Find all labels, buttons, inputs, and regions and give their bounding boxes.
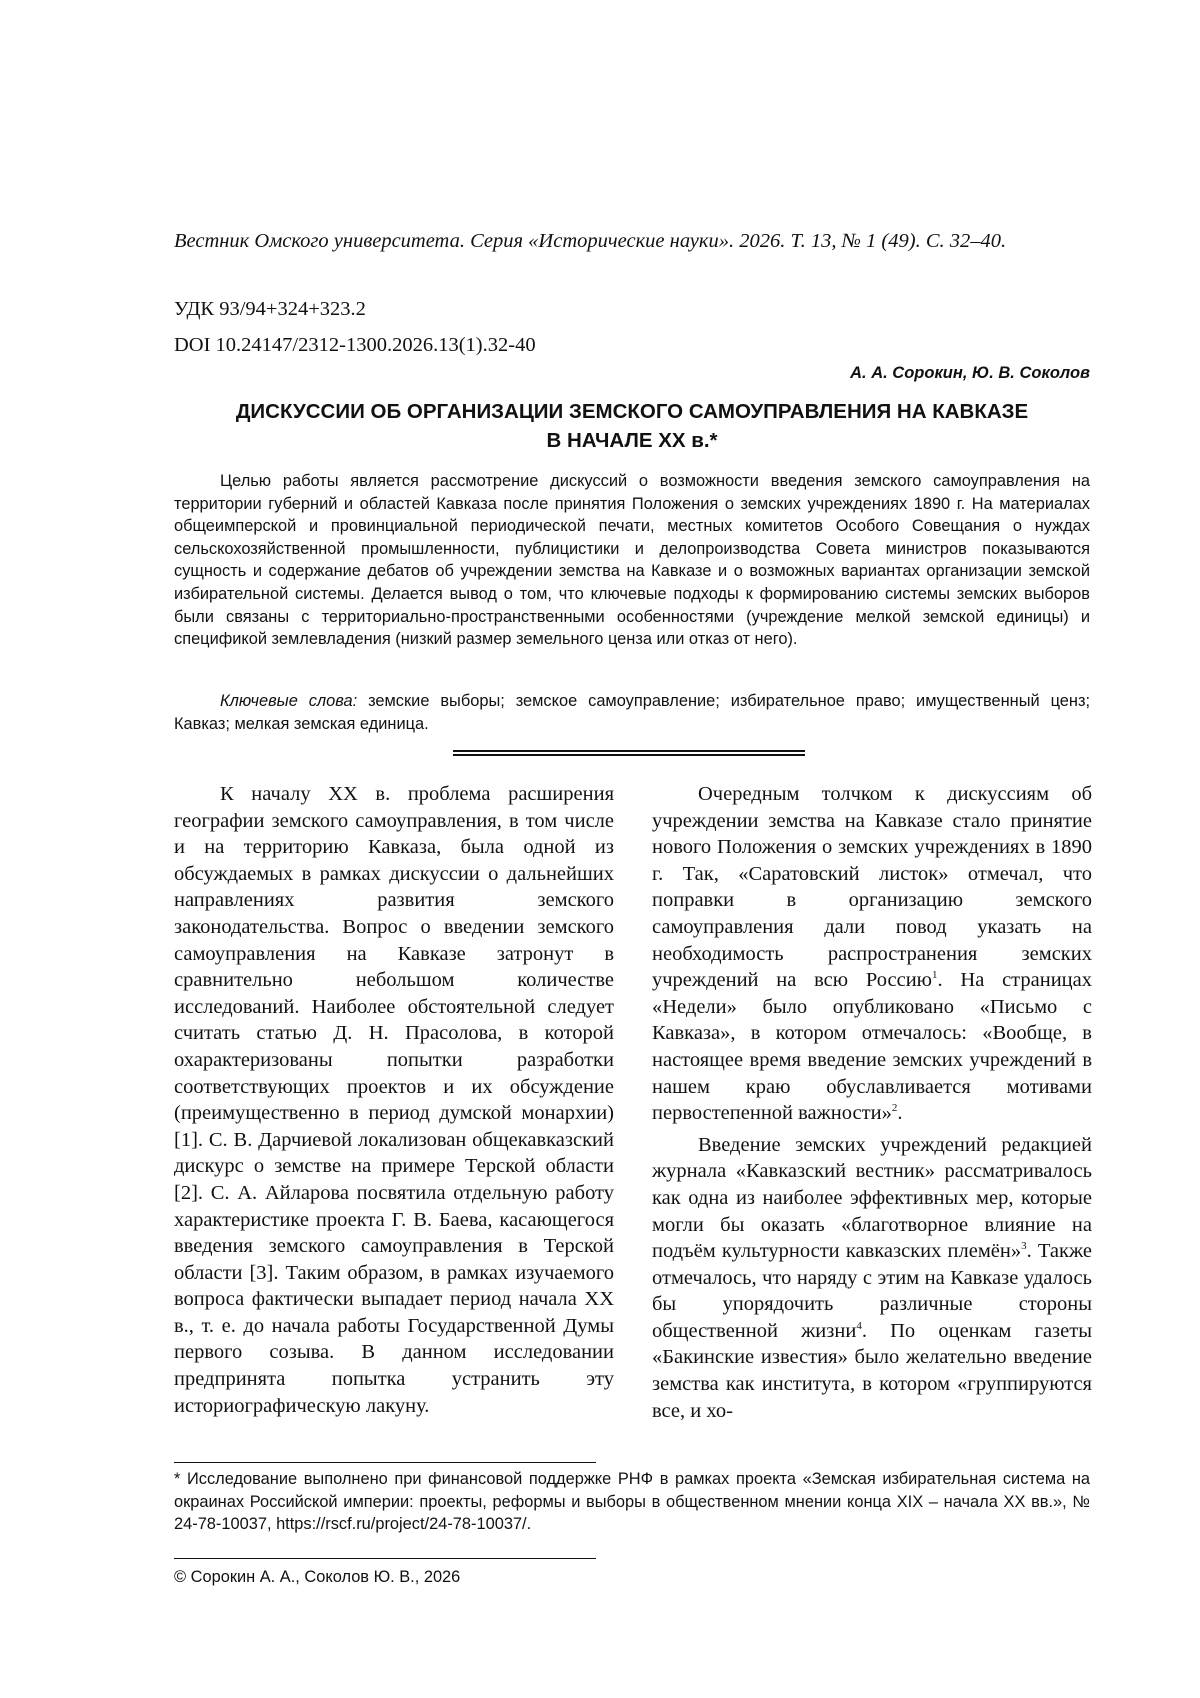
doi: DOI 10.24147/2312-1300.2026.13(1).32-40 [174, 334, 536, 356]
footnote-rule [174, 1462, 596, 1463]
article-title [174, 397, 1090, 455]
paragraph: К началу XX в. проблема расширения географии земского самоуправления, в том числе и на территорию Кавказа, была одной из обсуждаемых в рамках дискуссии о дальнейших направлениях развития земского законодательства. Вопрос о введении земского самоуправления на Кавказе затронут в сравнительно небольшом количестве исследований. Наиболее обстоятельной следует считать статью Д. Н. Прасолова, в которой охарактеризованы попытки разработки соответствующих проектов и их обсуждение (преимущественно в период думской монархии) [1]. С. В. Дарчиевой локализован общекавказский дискурс о земстве на примере Терской области [2]. С. А. Айларова посвятила отдельную работу характеристике проекта Г. В. Баева, касающегося введения земского самоуправления в Терской области [3]. Таким образом, в рамках изучаемого вопроса фактически выпадает период начала XX в., т. е. до начала работы Государственной Думы первого созыва. В данном исследовании предпринята попытка устранить эту историографическую лакуну. [174, 783, 614, 1417]
copyright-rule [174, 1558, 596, 1559]
body-column-right [652, 781, 1092, 1429]
keywords [174, 690, 1090, 735]
title-line-1: ДИСКУССИИ ОБ ОРГАНИЗАЦИИ ЗЕМСКОГО САМОУПРАВЛЕНИЯ НА КАВКАЗЕ [235, 400, 1029, 423]
body-column-left [174, 781, 614, 1424]
keywords-text: земские выборы; земское самоуправление; избирательное право; имущественный ценз; Кавказ; мелкая земская единица. [174, 692, 1091, 733]
keywords-label: Ключевые слова: [220, 692, 358, 710]
abstract: Целью работы является рассмотрение дискуссий о возможности введения земского самоуправления на территории губерний и областей Кавказа после принятия Положения о земских учреждениях 1890 г. На материалах общеимперской и провинциальной периодической печати, местных комитетов Особого Совещания о нуждах сельскохозяйственной промышленности, публицистики и делопроизводства Совета министров показываются сущность и содержание дебатов об учреждении земства на Кавказе и о возможных вариантах организации земской избирательной системы. Делается вывод о том, что ключевые подходы к формированию системы земских выборов были связаны с территориально-пространственными особенностями (учреждение мелкой земской единицы) и спецификой землевладения (низкий размер земельного ценза или отказ от него). [174, 472, 1090, 649]
text-span: Введение земских учреждений редакцией журнала «Кавказский вестник» рассматривалось как одна из наиболее эффективных мер, которые могли бы оказать «благотворное влияние на подъём культурности кавказских племён» [652, 1133, 1092, 1263]
text-span: . [897, 1102, 903, 1125]
copyright: © Сорокин А. А., Соколов Ю. В., 2026 [174, 1568, 461, 1586]
section-divider [453, 750, 805, 758]
title-line-2: В НАЧАЛЕ XX в.* [546, 429, 718, 452]
authors: А. А. Сорокин, Ю. В. Соколов [850, 364, 1090, 382]
footnote-ref: 2 [891, 1102, 898, 1115]
paragraph [652, 1132, 1092, 1425]
text-span: . Также отмечалось, что наряду с этим на Кавказе удалось бы упорядочить различные стороны общественной жизни [652, 1240, 1092, 1342]
udk-code: УДК 93/94+324+323.2 [174, 298, 366, 320]
footnote-ref: 1 [932, 969, 938, 982]
text-span: Очередным толчком к дискуссиям об учреждении земства на Кавказе стало принятие нового Положения о земских учреждениях в 1890 г. Так, «Саратовский листок» отмечал, что поправки в организацию земского самоуправления дали повод указать на необходимость распространения земских учреждений на всю Россию [652, 783, 1092, 992]
paragraph [652, 781, 1092, 1127]
journal-citation: Вестник Омского университета. Серия «Исторические науки». 2026. Т. 13, № 1 (49). С. 32–40. [174, 230, 1007, 252]
text-span: . На страницах «Недели» было опубликовано «Письмо с Кавказа», в котором отмечалось: «Вообще, в настоящее время введение земских учреждений в нашем краю обуславливается мотивами первостепенной важности» [652, 969, 1092, 1125]
funding-footnote: * Исследование выполнено при финансовой поддержке РНФ в рамках проекта «Земская избирательная система на окраинах Российской империи: проекты, реформы и выборы в общественном мнении конца XIX – начала XX вв.», № 24-78-10037, https://rscf.ru/project/24-78-10037/. [174, 1470, 1090, 1534]
footnote-ref: 3 [1021, 1240, 1027, 1253]
footnote-ref: 4 [856, 1320, 862, 1333]
text-span: . По оценкам газеты «Бакинские известия» было желательно введение земства как института, в котором «группируются все, и хо- [652, 1319, 1092, 1422]
